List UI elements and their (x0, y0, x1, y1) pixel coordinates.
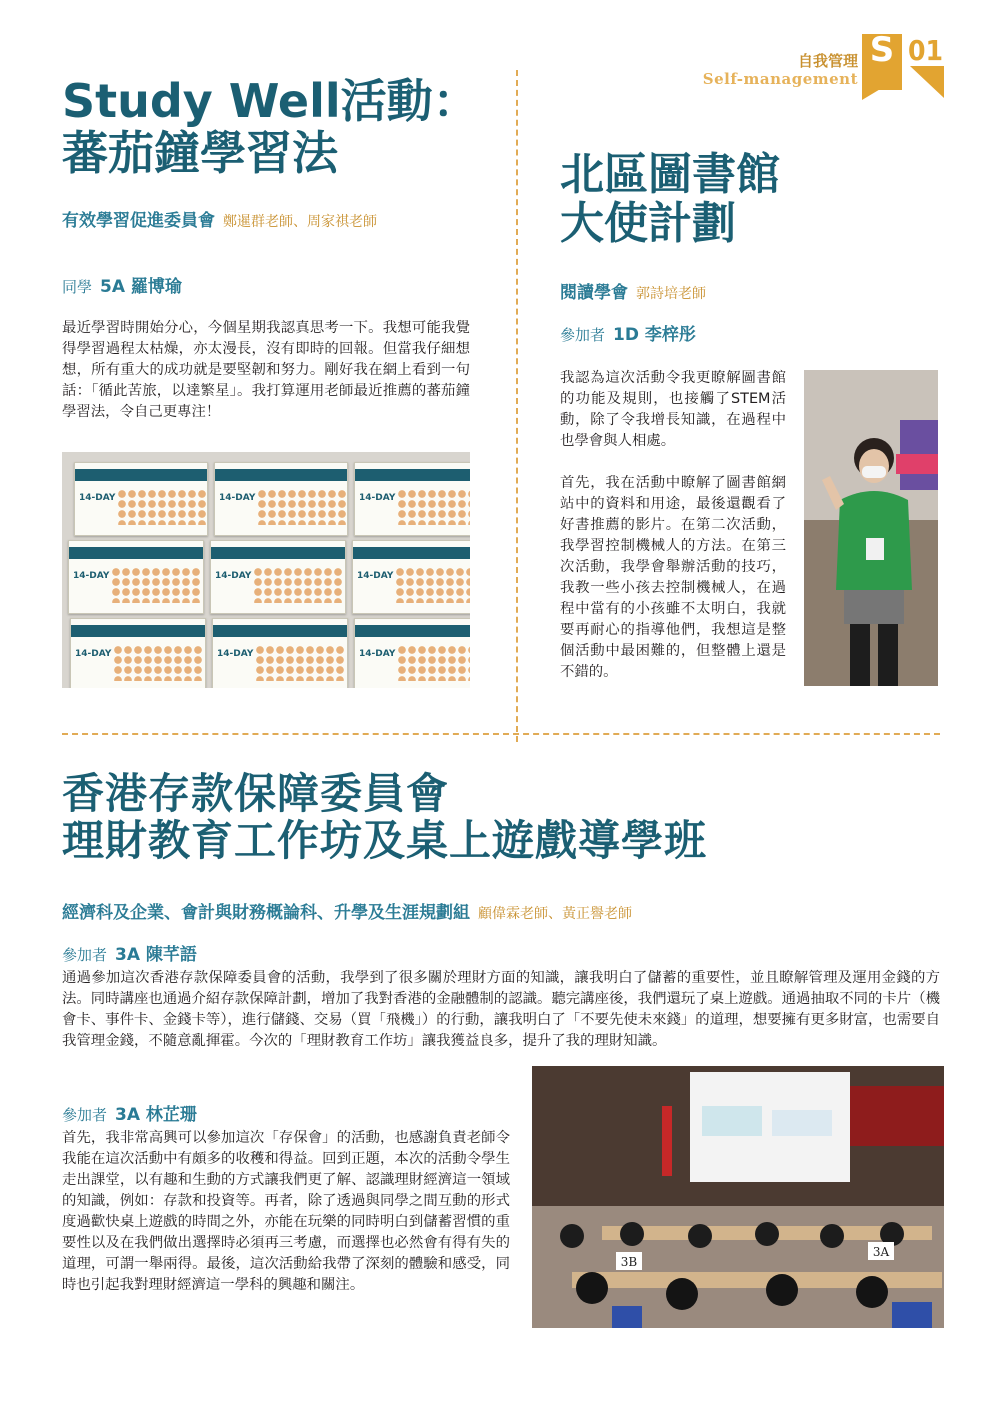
article3-student2-name: 3A 林芷珊 (115, 1105, 197, 1125)
article3-student1-role: 參加者 (62, 946, 108, 964)
study-card: 14-DAY (74, 462, 208, 536)
study-card: 14-DAY (70, 618, 206, 688)
study-card: 14-DAY (212, 618, 348, 688)
article3-title-line1: 香港存款保障委員會 (62, 769, 450, 818)
article1-title-line2: 蕃茄鐘學習法 (62, 125, 338, 180)
article2-title-line2: 大使計劃 (560, 198, 736, 250)
section-letter: S (869, 30, 895, 70)
page-number: 01 (908, 34, 944, 67)
section-title-zh: 自我管理 (797, 52, 858, 70)
article3-body2: 首先，我非常高興可以參加這次「存保會」的活動，也感謝負責老師令我能在這次活動中有頗多的收穫和得益。回到正題，本次的活動令學生走出課堂，以有趣和生動的方式讓我們更了解、認識理財經濟這一領域的知識，例如：存款和投資等。再者，除了透過與同學之間互動的形式度過歡快桌上遊戲的時間之外，亦能在玩樂的同時明白到儲蓄習慣的重要性以及在我們做出選擇時必須再三考慮，而選擇也必然會有得有失的道理，可謂一舉兩得。最後，這次活動給我帶了深刻的體驗和感受，同時也引起我對理財經濟這一學科的興趣和關注。 (62, 1130, 510, 1293)
article3-title (62, 770, 707, 864)
badge-tail-decoration (862, 88, 902, 100)
study-card: 14-DAY (354, 462, 470, 536)
study-card: 14-DAY (214, 462, 348, 536)
page-number-tail-decoration (910, 66, 944, 98)
article2-student-name: 1D 李梓彤 (613, 325, 696, 345)
article1-title (62, 76, 479, 179)
section-divider (62, 733, 940, 735)
article3-body1: 通過參加這次香港存款保障委員會的活動，我學到了很多關於理財方面的知識，讓我明白了儲蓄的重要性，並且瞭解管理及運用金錢的方法。同時講座也通過介紹存款保障計劃，增加了我對香港的金融體制的認識。聽完講座後，我們還玩了桌上遊戲。通過抽取不同的卡片（機會卡、事件卡、金錢卡等），進行儲錢、交易（買「飛機」）的行動，讓我明白了「不要先使未來錢」的道理，想要擁有更多財富，也需要自我管理金錢，不隨意亂揮霍。今次的「理財教育工作坊」讓我獲益良多，提升了我的理財知識。 (62, 970, 940, 1049)
article3-dept-name: 經濟科及企業、會計與財務概論科、升學及生涯規劃組 (62, 903, 470, 923)
article1-student (62, 272, 182, 297)
article3-student1-name: 3A 陳芊語 (115, 945, 197, 965)
section-title-en: Self-management (702, 70, 858, 88)
article2-dept-name: 閱讀學會 (560, 283, 628, 303)
column-divider (516, 70, 518, 742)
article3-student1 (62, 940, 197, 965)
article2-student-role: 參加者 (560, 326, 606, 344)
study-card: 14-DAY (352, 540, 470, 614)
study-cards-photo (62, 452, 470, 688)
student-portrait-illustration (804, 370, 938, 686)
article1-title-line1: Study Well活動： (62, 74, 479, 128)
study-card: 14-DAY (68, 540, 204, 614)
table-sign-3a: 3A (872, 1245, 890, 1259)
article3-title-line2: 理財教育工作坊及桌上遊戲導學班 (62, 816, 708, 866)
article2-teachers: 郭詩培老師 (636, 286, 706, 302)
article1-body: 最近學習時開始分心，今個星期我認真思考一下。我想可能我覺得學習過程太枯燥，亦太漫長，沒有即時的回報。但當我仔細想想，所有重大的成功就是要堅韌和努力。剛好我在網上看到一句話：「循此苦旅，以達繁星」。我打算運用老師最近推薦的蕃茄鐘學習法，令自己更專注！ (62, 320, 470, 420)
article1-student-name: 5A 羅博瑜 (100, 277, 182, 297)
article3-department (62, 898, 632, 923)
article2-paragraph-2: 首先，我在活動中瞭解了圖書館網站中的資料和用途，最後還觀看了好書推薦的影片。在第二次活動，我學習控制機械人的方法。在第三次活動，我學會舉辦活動的技巧，我教一些小孩去控制機械人，在過程中當有的小孩雖不太明白，我就要再耐心的指導他們，我想這是整個活動中最困難的，但整體上還是不錯的。 (560, 475, 786, 680)
article2-paragraph-1: 我認為這次活動令我更瞭解圖書館的功能及規則，也接觸了STEM活動，除了令我增長知識，在過程中也學會與人相處。 (560, 370, 786, 449)
article1-student-role: 同學 (62, 278, 93, 296)
article3-student2-role: 參加者 (62, 1106, 108, 1124)
article1-teachers: 鄭暹群老師、周家祺老師 (223, 214, 377, 230)
article2-body (560, 368, 786, 683)
article1-department (62, 206, 377, 231)
study-card: 14-DAY (210, 540, 346, 614)
article2-department (560, 278, 706, 303)
study-card: 14-DAY (354, 618, 470, 688)
article3-teachers: 顧偉霖老師、黃正譽老師 (478, 906, 632, 922)
article3-student2 (62, 1100, 197, 1125)
article1-dept-name: 有效學習促進委員會 (62, 211, 215, 231)
workshop-hall-illustration (532, 1066, 944, 1328)
article2-title-line1: 北區圖書館 (560, 149, 780, 200)
library-ambassador-photo (804, 370, 938, 686)
table-sign-3b: 3B (620, 1255, 638, 1269)
article2-title (560, 150, 780, 249)
workshop-photo (532, 1066, 944, 1328)
article2-student (560, 320, 696, 345)
